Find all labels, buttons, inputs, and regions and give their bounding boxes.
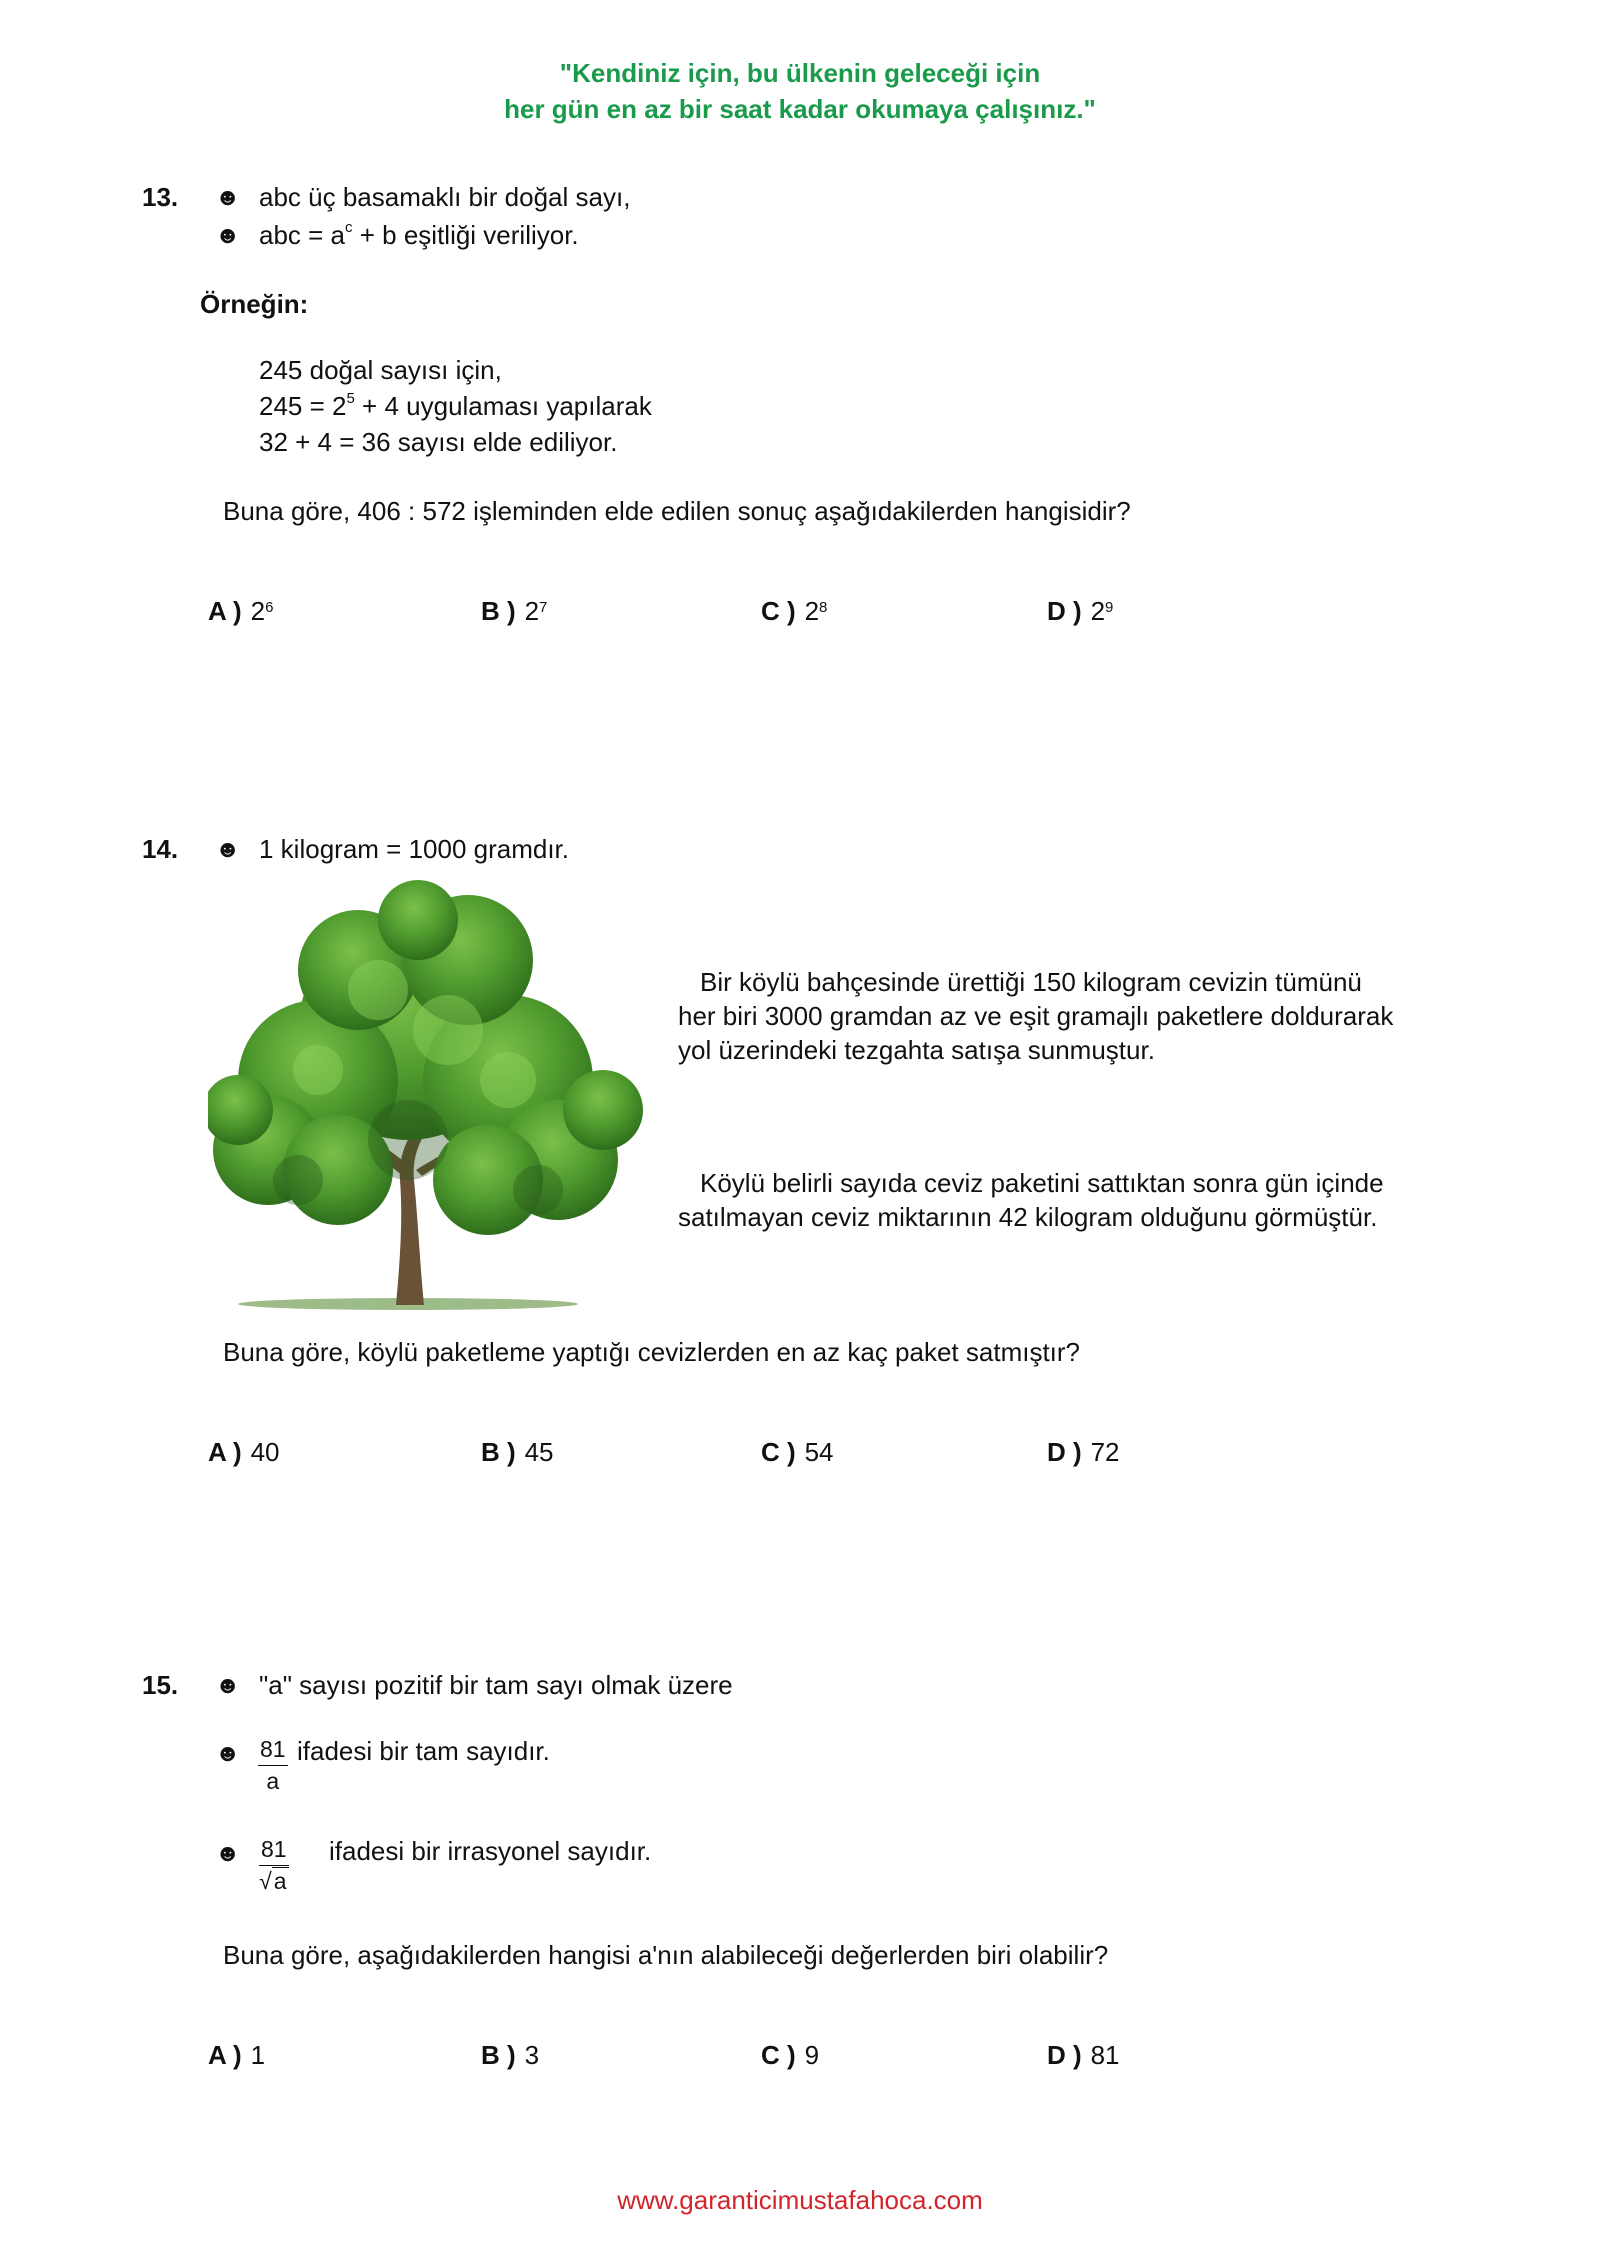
q14-question: Buna göre, köylü paketleme yaptığı cevizlerden en az kaç paket satmıştır? (223, 1337, 1081, 1367)
q13-example-line-2: $245 = 2^5 + 4$ uygulaması yapılarak (259, 390, 652, 421)
question-13-number: 13. (142, 182, 179, 212)
header-quote-line-2: her gün en az bir saat kadar okumaya çalışınız." (504, 94, 1096, 124)
q15-fraction-81-over-a: $\frac{81}{a}$ (260, 1736, 286, 1794)
q15-option-c[interactable]: C ) 9 (761, 2040, 820, 2070)
q13-bullet-2: abc = $a^c + b$ eşitliği veriliyor. (259, 219, 579, 250)
q13-option-c[interactable]: C ) $2^8$ (761, 596, 828, 626)
q15-option-a[interactable]: A ) 1 (208, 2040, 266, 2070)
q15-bullet-2-text: ifadesi bir tam sayıdır. (297, 1736, 550, 1766)
q14-paragraph-1-line-3: yol üzerindeki tezgahta satışa sunmuştur. (678, 1035, 1155, 1065)
q13-option-d[interactable]: D ) $2^9$ (1047, 596, 1114, 626)
q14-paragraph-2-line-1: Köylü belirli sayıda ceviz paketini sattıktan sonra gün içinde (700, 1168, 1384, 1198)
q14-paragraph-2-line-2: satılmayan ceviz miktarının 42 kilogram olduğunu görmüştür. (678, 1202, 1378, 1232)
q14-option-d[interactable]: D ) 72 (1047, 1437, 1120, 1467)
q13-bullet-1: abc üç basamaklı bir doğal sayı, (259, 182, 631, 212)
q14-option-c[interactable]: C ) 54 (761, 1437, 834, 1467)
q15-bullet-1: "a" sayısı pozitif bir tam sayı olmak üzere (259, 1670, 733, 1700)
q15-option-b[interactable]: B ) 3 (481, 2040, 540, 2070)
bullet-icon: ☻ (215, 836, 241, 863)
question-15-number: 15. (142, 1670, 179, 1700)
bullet-icon: ☻ (215, 1672, 241, 1699)
header-quote-line-1: "Kendiniz için, bu ülkenin geleceği için (559, 58, 1041, 88)
q14-paragraph-1-line-2: her biri 3000 gramdan az ve eşit gramajlı paketlere doldurarak (678, 1001, 1394, 1031)
q13-question: Buna göre, 406 : 572 işleminden elde edilen sonuç aşağıdakilerden hangisidir? (223, 496, 1131, 526)
q14-bullet-1: 1 kilogram = 1000 gramdır. (259, 834, 569, 864)
bullet-icon: ☻ (215, 222, 241, 249)
q15-option-d[interactable]: D ) 81 (1047, 2040, 1120, 2070)
q14-option-b[interactable]: B ) 45 (481, 1437, 554, 1467)
bullet-icon: ☻ (215, 1840, 241, 1867)
q13-example-line-3: 32 + 4 = 36 sayısı elde ediliyor. (259, 427, 618, 457)
q14-paragraph-1-line-1: Bir köylü bahçesinde ürettiği 150 kilogram cevizin tümünü (700, 967, 1362, 997)
q13-option-b[interactable]: B ) $2^7$ (481, 596, 548, 626)
q13-example-line-1: 245 doğal sayısı için, (259, 355, 502, 385)
q15-fraction-81-over-root-a: $\frac{81}{√a}$ (259, 1836, 287, 1894)
q15-question: Buna göre, aşağıdakilerden hangisi a'nın alabileceği değerlerden biri olabilir? (223, 1940, 1109, 1970)
q13-option-a[interactable]: A ) $2^6$ (208, 596, 274, 626)
tree-illustration (208, 880, 668, 1310)
question-14-number: 14. (142, 834, 179, 864)
q14-option-a[interactable]: A ) 40 (208, 1437, 280, 1467)
q15-bullet-3-text: ifadesi bir irrasyonel sayıdır. (329, 1836, 652, 1866)
q13-example-label: Örneğin: (200, 289, 309, 319)
bullet-icon: ☻ (215, 1740, 241, 1767)
bullet-icon: ☻ (215, 184, 241, 211)
sqrt-icon: √ (259, 1868, 272, 1894)
footer-website-link[interactable]: www.garanticimustafahoca.com (617, 2185, 983, 2215)
